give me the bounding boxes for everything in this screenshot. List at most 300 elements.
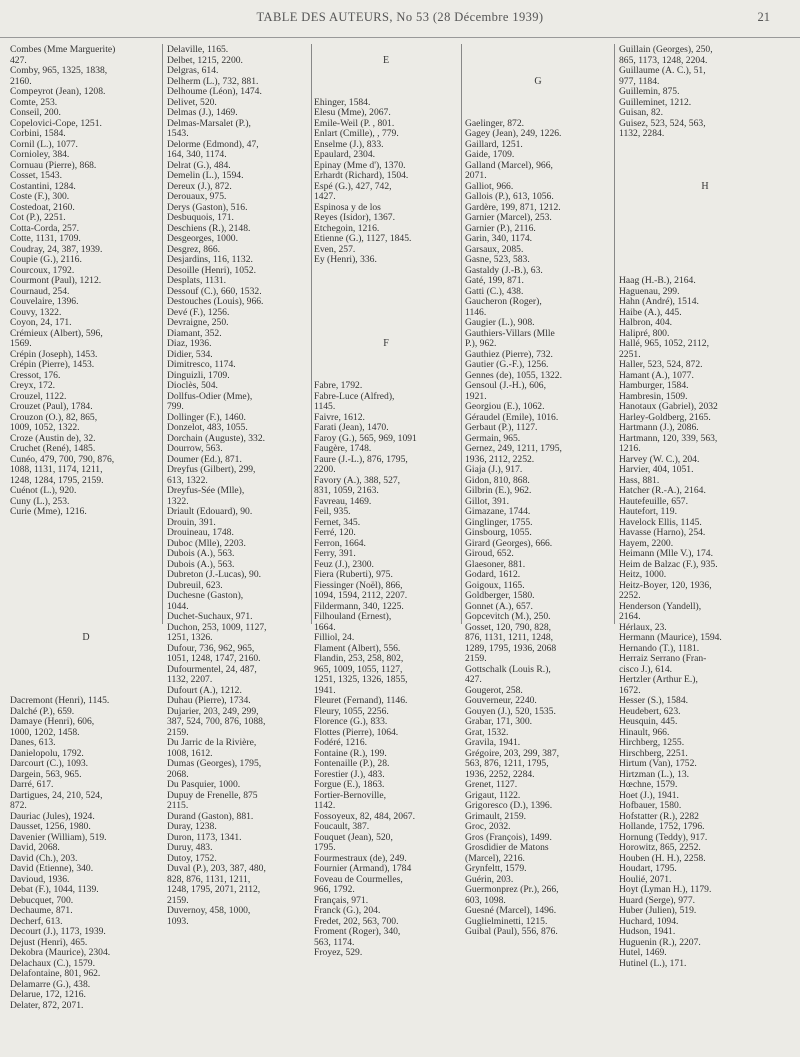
- index-entry: David (Etienne), 340.: [10, 864, 94, 874]
- index-entry: Dereux (J.), 872.: [167, 181, 232, 192]
- index-column-5: [619, 45, 791, 969]
- index-entry: Gaucheron (Roger),: [465, 297, 542, 307]
- index-entry: Hérlaux, 23.: [619, 622, 667, 633]
- index-entry: Davioud, 1936.: [10, 874, 70, 885]
- index-entry: Houlié, 2071.: [619, 874, 672, 885]
- index-entry: 1251, 1325, 1326, 1855,: [314, 675, 408, 685]
- section-letter: H: [701, 180, 709, 192]
- index-entry: Croze (Austin de), 32.: [10, 433, 96, 444]
- index-entry: Delivet, 520.: [167, 97, 217, 108]
- index-entry: Du Jarric de la Rivière,: [167, 738, 257, 748]
- index-entry: Forgue (E.), 1863.: [314, 780, 385, 790]
- index-entry: Girard (Georges), 666.: [465, 538, 553, 549]
- index-entry: Forestier (J.), 483.: [314, 769, 385, 780]
- index-entry: Grigoresco (D.), 1396.: [465, 801, 553, 811]
- index-entry: Fabre-Luce (Alfred),: [314, 391, 395, 402]
- index-entry: 1216.: [619, 444, 641, 454]
- index-entry: Huchard, 1094.: [619, 916, 679, 927]
- index-entry: Crouzet (Paul), 1784.: [10, 402, 93, 412]
- index-entry: Etienne (G.), 1127, 1845.: [314, 234, 412, 244]
- index-entry: Guillemin, 875.: [619, 87, 680, 97]
- index-entry: Gougerot, 258.: [465, 685, 523, 696]
- index-entry: 1322.: [167, 496, 189, 507]
- index-entry: Dujarier, 203, 249, 299,: [167, 706, 259, 717]
- spacer: [314, 77, 458, 88]
- index-entry: Fernet, 345.: [314, 517, 361, 528]
- index-entry: Delbet, 1215, 2200.: [167, 55, 243, 66]
- index-entry: Dubois (A.), 563.: [167, 559, 235, 570]
- index-entry: Gottschalk (Louis R.),: [465, 664, 551, 675]
- index-entry: Dutoy, 1752.: [167, 853, 217, 864]
- index-entry: Flottes (Pierre), 1064.: [314, 727, 399, 738]
- index-entry: cisco J.), 614.: [619, 664, 673, 675]
- index-entry: Cotte, 1131, 1709.: [10, 234, 81, 244]
- index-entry: Haguenau, 299.: [619, 286, 680, 297]
- index-entry: Dargein, 563, 965.: [10, 769, 82, 780]
- index-entry: Flament (Albert), 556.: [314, 643, 401, 654]
- index-entry: Ferry, 391.: [314, 549, 356, 559]
- index-entry: Haller, 523, 524, 872.: [619, 360, 703, 370]
- index-entry: Favory (A.), 388, 527,: [314, 475, 401, 486]
- index-entry: Hahn (André), 1514.: [619, 297, 699, 307]
- index-entry: Heitz-Boyer, 120, 1936,: [619, 580, 712, 591]
- index-entry: 1427.: [314, 192, 336, 202]
- index-entry: Grenet, 1127.: [465, 780, 518, 790]
- index-entry: Damaye (Henri), 606,: [10, 717, 95, 727]
- index-entry: Gauthiers-Villars (Mlle: [465, 328, 555, 339]
- index-entry: Dollfus-Odier (Mme),: [167, 391, 253, 402]
- index-entry: Hambresin, 1509.: [619, 391, 688, 402]
- header-rule: [0, 37, 800, 38]
- index-entry: Epinay (Mme d'), 1370.: [314, 160, 406, 171]
- index-entry: Grabar, 171, 300.: [465, 717, 533, 727]
- index-entry: 1051, 1248, 1747, 2160.: [167, 654, 261, 664]
- index-entry: Durand (Gaston), 881.: [167, 811, 254, 822]
- column-separator: [311, 44, 312, 624]
- spacer: [619, 192, 791, 203]
- index-entry: Duron, 1173, 1341.: [167, 832, 242, 843]
- index-entry: 1009, 1052, 1322.: [10, 423, 80, 433]
- spacer: [10, 602, 162, 613]
- index-entry: Ey (Henri), 336.: [314, 255, 377, 265]
- index-entry: 876, 1131, 1211, 1248,: [465, 633, 554, 643]
- index-entry: Hirschberg, 2251.: [619, 748, 688, 759]
- index-entry: Dorchain (Auguste), 332.: [167, 433, 266, 444]
- section-letter: D: [82, 632, 90, 643]
- spacer: [619, 255, 791, 266]
- spacer: [314, 66, 458, 77]
- index-entry: Ferron, 1664.: [314, 538, 366, 549]
- index-entry: Dubois (A.), 563.: [167, 549, 235, 559]
- index-entry: Fontaine (R.), 199.: [314, 748, 387, 759]
- index-entry: Gastaldy (J.-B.), 63.: [465, 265, 543, 276]
- index-entry: Heim de Balzac (F.), 935.: [619, 559, 718, 570]
- index-entry: Favreau, 1469.: [314, 496, 372, 507]
- index-entry: Conseil, 200.: [10, 108, 61, 118]
- column-separator: [614, 44, 615, 624]
- index-entry: Hoet (J.), 1941.: [619, 790, 679, 801]
- index-entry: Fourmestraux (de), 249.: [314, 853, 407, 864]
- spacer: [10, 560, 162, 571]
- index-entry: Enselme (J.), 833.: [314, 139, 384, 150]
- index-entry: Delgras, 614.: [167, 66, 219, 76]
- index-entry: Dioclès, 504.: [167, 381, 218, 391]
- index-entry: (Marcel), 2216.: [465, 853, 525, 864]
- index-entry: Georgiou (E.), 1062.: [465, 402, 545, 412]
- index-entry: Derys (Gaston), 516.: [167, 202, 248, 213]
- index-entry: Coyon, 24, 171.: [10, 318, 72, 328]
- index-entry: 1145.: [314, 402, 336, 412]
- index-entry: Gros (François), 1499.: [465, 832, 552, 843]
- spacer: [314, 297, 458, 308]
- index-entry: 1044.: [167, 601, 189, 612]
- spacer: [619, 234, 791, 245]
- index-entry: Debat (F.), 1044, 1139.: [10, 885, 99, 895]
- index-entry: Giaja (J.), 917.: [465, 465, 523, 475]
- index-entry: Gensoul (J.-H.), 606,: [465, 381, 547, 391]
- index-entry: Delmas-Marsalet (P.),: [167, 118, 251, 129]
- index-entry: Dechaume, 871.: [10, 906, 73, 916]
- index-entry: Cornil (L.), 1077.: [10, 139, 78, 150]
- index-entry: Delachaux (C.), 1579.: [10, 958, 95, 969]
- index-entry: 1094, 1594, 2112, 2207.: [314, 591, 408, 601]
- spacer: [465, 98, 611, 109]
- index-entry: 799.: [167, 402, 184, 412]
- index-entry: 1569.: [10, 339, 32, 349]
- index-entry: Grigaut, 1122.: [465, 790, 521, 801]
- spacer: [314, 45, 458, 56]
- index-entry: Didier, 534.: [167, 349, 213, 360]
- index-entry: Hernando (T.), 1181.: [619, 643, 700, 654]
- index-entry: Fredet, 202, 563, 700.: [314, 916, 399, 927]
- spacer: [619, 203, 791, 214]
- index-entry: Gaide, 1709.: [465, 150, 515, 160]
- index-entry: Hirtzman (L.), 13.: [619, 769, 690, 780]
- spacer: [619, 171, 791, 182]
- index-entry: Dufourmentel, 24, 487,: [167, 664, 257, 675]
- page-header: [0, 6, 800, 30]
- index-entry: Hofbauer, 1580.: [619, 801, 682, 811]
- index-entry: Dekobra (Maurice), 2304.: [10, 948, 111, 958]
- spacer: [10, 539, 162, 550]
- index-column-2: [167, 45, 309, 927]
- index-entry: Corbini, 1584.: [10, 129, 66, 139]
- index-entry: Cuénot (L.), 920.: [10, 486, 77, 496]
- index-entry: Fossoyeux, 82, 484, 2067.: [314, 811, 416, 822]
- index-entry: Ehinger, 1584.: [314, 97, 371, 108]
- spacer: [465, 108, 611, 119]
- spacer: [314, 350, 458, 361]
- index-entry: 563, 1174.: [314, 937, 355, 948]
- index-entry: Halbron, 404.: [619, 318, 673, 328]
- index-entry: Crépin (Joseph), 1453.: [10, 349, 98, 360]
- index-entry: Delater, 872, 2071.: [10, 1000, 84, 1011]
- index-entry: Dreyfus-Sée (Mlle),: [167, 486, 245, 496]
- index-entry: Godard, 1612.: [465, 570, 521, 580]
- index-entry: Hollande, 1752, 1796.: [619, 822, 705, 832]
- column-separator: [162, 44, 163, 624]
- index-entry: Duray, 1238.: [167, 822, 217, 832]
- index-entry: Darcourt (C.), 1093.: [10, 759, 89, 769]
- index-entry: Guibal (Paul), 556, 876.: [465, 927, 558, 937]
- index-entry: Delaville, 1165.: [167, 45, 229, 55]
- index-entry: Enlart (Cmille), , 779.: [314, 129, 399, 139]
- index-entry: 2159.: [167, 895, 189, 906]
- index-entry: Crépin (Pierre), 1453.: [10, 360, 95, 370]
- index-entry: Couvy, 1322.: [10, 307, 62, 318]
- index-entry: Coste (F.), 300.: [10, 192, 70, 202]
- index-entry: 2160.: [10, 76, 32, 87]
- index-entry: Crouzel, 1122.: [10, 391, 67, 402]
- index-entry: Guisez, 523, 524, 563,: [619, 118, 706, 129]
- index-entry: Erhardt (Richard), 1504.: [314, 171, 409, 181]
- index-entry: Combes (Mme Marguerite): [10, 45, 116, 55]
- index-entry: Dourrow, 563.: [167, 444, 223, 454]
- spacer: [10, 581, 162, 592]
- index-entry: Grat, 1532.: [465, 727, 509, 738]
- index-entry: Etchegoin, 1216.: [314, 223, 380, 234]
- index-entry: Crouzon (O.), 82, 865,: [10, 412, 98, 423]
- index-entry: Gagey (Jean), 249, 1226.: [465, 129, 562, 139]
- index-entry: Filhouland (Ernest),: [314, 612, 392, 622]
- index-entry: 603, 1098.: [465, 895, 506, 906]
- index-entry: 1132, 2207.: [167, 675, 213, 685]
- index-entry: Dejust (Henri), 465.: [10, 937, 88, 948]
- index-entry: Gouverneur, 2240.: [465, 696, 537, 706]
- index-entry: Fouquet (Jean), 520,: [314, 832, 393, 843]
- index-entry: Franck (G.), 204.: [314, 906, 381, 916]
- index-entry: Glaesoner, 881.: [465, 559, 526, 570]
- index-entry: Delrat (G.), 484.: [167, 160, 231, 171]
- index-entry: Hesser (S.), 1584.: [619, 696, 689, 706]
- index-entry: Gatti (C.), 438.: [465, 286, 524, 297]
- index-entry: 1093.: [167, 916, 189, 927]
- index-entry: Grégoire, 203, 299, 387,: [465, 748, 560, 759]
- index-entry: Couvelaire, 1396.: [10, 297, 79, 307]
- index-entry: Gaillard, 1251.: [465, 139, 523, 150]
- index-entry: Dubreton (J.-Lucas), 90.: [167, 570, 262, 580]
- index-entry: Huard (Serge), 977.: [619, 895, 696, 906]
- index-entry: Guermonprez (Pr.), 266,: [465, 885, 559, 895]
- index-entry: 2159.: [465, 654, 487, 664]
- index-entry: 2251.: [619, 349, 641, 360]
- index-entry: Gidon, 810, 868.: [465, 475, 530, 486]
- index-entry: Harley-Goldberg, 2165.: [619, 412, 711, 423]
- spacer: [314, 308, 458, 319]
- index-entry: Halipré, 800.: [619, 328, 670, 339]
- index-column-3: [314, 45, 458, 959]
- index-entry: 1936, 2112, 2252.: [465, 454, 535, 465]
- index-entry: Hallé, 965, 1052, 2112,: [619, 339, 709, 349]
- index-entry: 1000, 1202, 1458.: [10, 727, 80, 738]
- index-entry: 2164.: [619, 612, 641, 622]
- index-entry: Duchet-Suchaux, 971.: [167, 612, 253, 622]
- spacer: [10, 528, 162, 539]
- index-entry: Cot (P.), 2251.: [10, 213, 66, 223]
- index-entry: 2068.: [167, 769, 189, 780]
- index-entry: Debucquet, 700.: [10, 895, 74, 906]
- index-entry: Guilleminet, 1212.: [619, 97, 692, 108]
- index-entry: Gosset, 120, 790, 828,: [465, 622, 552, 633]
- index-entry: Gaelinger, 872.: [465, 118, 525, 129]
- index-entry: Delamarre (G.), 438.: [10, 979, 91, 990]
- index-entry: Houben (H. H.), 2258.: [619, 853, 706, 864]
- index-entry: Dartigues, 24, 210, 524,: [10, 790, 103, 801]
- index-entry: Duval (P.), 203, 387, 480,: [167, 864, 266, 874]
- index-entry: 164, 340, 1174.: [167, 150, 227, 160]
- index-entry: Faivre, 1612.: [314, 412, 365, 423]
- index-entry: 387, 524, 700, 876, 1088,: [167, 717, 266, 727]
- spacer: [619, 213, 791, 224]
- index-entry: Desjardins, 116, 1132.: [167, 255, 253, 265]
- index-entry: Géraudel (Emile), 1016.: [465, 412, 559, 423]
- index-entry: Cuny (L.), 253.: [10, 496, 70, 507]
- index-entry: Heudebert, 623.: [619, 706, 681, 717]
- index-entry: 865, 1173, 1248, 2204.: [619, 55, 708, 66]
- index-entry: 2071.: [465, 171, 487, 181]
- index-column-4: [465, 45, 611, 938]
- index-entry: Gaugier (L.), 908.: [465, 318, 535, 328]
- index-entry: Dumas (Georges), 1795,: [167, 759, 262, 769]
- index-entry: 2200.: [314, 465, 336, 475]
- index-entry: Reyes (Isidor), 1367.: [314, 213, 395, 223]
- index-entry: Ginglinger, 1755.: [465, 517, 533, 528]
- index-entry: Cornuau (Pierre), 868.: [10, 160, 97, 171]
- index-entry: Fiessinger (Noël), 866,: [314, 580, 403, 591]
- spacer: [314, 371, 458, 382]
- index-entry: Hornung (Teddy), 917.: [619, 832, 708, 843]
- index-entry: Faure (J.-L.), 876, 1795,: [314, 454, 408, 465]
- index-entry: Garnier (Marcel), 253.: [465, 213, 552, 223]
- index-entry: 2115.: [167, 801, 189, 811]
- index-entry: Delhoume (Léon), 1474.: [167, 87, 262, 97]
- index-entry: Guglielminetti, 1215.: [465, 916, 548, 927]
- index-entry: P.), 962.: [465, 339, 497, 349]
- index-entry: Fiera (Ruberti), 975.: [314, 570, 393, 580]
- index-entry: Dalché (P.), 659.: [10, 706, 75, 717]
- index-entry: Dufour, 736, 962, 965,: [167, 643, 255, 654]
- index-entry: Gautier (G.-F.), 1256.: [465, 360, 549, 370]
- index-entry: Espinosa y de los: [314, 202, 381, 213]
- index-entry: Fontenaille (P.), 28.: [314, 759, 390, 769]
- spacer: [314, 360, 458, 371]
- index-entry: Dauriac (Jules), 1924.: [10, 811, 95, 822]
- index-entry: Decherf, 613.: [10, 916, 63, 927]
- spacer: [10, 686, 162, 697]
- spacer: [314, 287, 458, 298]
- index-entry: Heusquin, 445.: [619, 717, 678, 727]
- index-entry: Heimann (Mlle V.), 174.: [619, 549, 713, 559]
- index-entry: Florence (G.), 833.: [314, 717, 388, 727]
- index-entry: Fleuret (Fernand), 1146.: [314, 696, 408, 706]
- index-entry: Coupie (G.), 2116.: [10, 255, 82, 265]
- index-entry: Ginsbourg, 1055.: [465, 528, 532, 538]
- spacer: [10, 675, 162, 686]
- spacer: [619, 161, 791, 172]
- index-entry: Hofstatter (R.), 2282: [619, 811, 699, 822]
- section-letter: G: [534, 75, 542, 87]
- index-entry: Hanotaux (Gabriel), 2032: [619, 402, 718, 412]
- index-entry: 427.: [10, 55, 27, 66]
- index-entry: Hertzler (Arthur E.),: [619, 675, 698, 685]
- index-entry: Goigoux, 1165.: [465, 580, 525, 591]
- index-entry: Ferré, 120.: [314, 528, 356, 538]
- index-entry: Foveau de Courmelles,: [314, 874, 403, 885]
- index-entry: Fournier (Armand), 1784: [314, 864, 412, 874]
- index-entry: Galland (Marcel), 966,: [465, 160, 553, 171]
- index-entry: Drouin, 391.: [167, 517, 216, 528]
- index-entry: Desplats, 1131.: [167, 276, 227, 286]
- spacer: [465, 87, 611, 98]
- index-entry: Fleury, 1055, 2256.: [314, 706, 389, 717]
- index-entry: Hayem, 2200.: [619, 538, 674, 549]
- index-entry: Faroy (G.), 565, 969, 1091: [314, 433, 417, 444]
- index-entry: Gasne, 523, 583.: [465, 255, 530, 265]
- index-entry: 1795.: [314, 843, 336, 853]
- index-entry: Delafontaine, 801, 962.: [10, 969, 101, 979]
- index-entry: Davenier (William), 519.: [10, 832, 107, 843]
- index-entry: Crémieux (Albert), 596,: [10, 328, 103, 339]
- page-title: TABLE DES AUTEURS, No 53 (28 Décembre 1939): [256, 10, 544, 24]
- index-entry: Faugère, 1748.: [314, 444, 372, 454]
- index-entry: Giroud, 652.: [465, 549, 514, 559]
- index-entry: Dreyfus (Gilbert), 299,: [167, 465, 256, 475]
- index-entry: Gillot, 391.: [465, 496, 509, 507]
- index-entry: 1132, 2284.: [619, 129, 665, 139]
- index-column-1: [10, 45, 162, 1011]
- index-entry: Cressot, 176.: [10, 370, 61, 381]
- index-entry: Costantini, 1284.: [10, 181, 76, 192]
- index-entry: Desoille (Henri), 1052.: [167, 265, 256, 276]
- index-entry: Gerbaut (P.), 1127.: [465, 423, 538, 433]
- index-entry: Compeyrot (Jean), 1208.: [10, 87, 106, 97]
- index-entry: Gopcevitch (M.), 250.: [465, 612, 551, 622]
- index-entry: Delmas (J.), 1469.: [167, 108, 238, 118]
- index-entry: Deschiens (R.), 2148.: [167, 223, 251, 234]
- index-entry: Herraiz Serrano (Fran-: [619, 654, 707, 664]
- index-entry: Copelovici-Cope, 1251.: [10, 118, 102, 129]
- spacer: [465, 66, 611, 77]
- index-entry: Hoyt (Lyman H.), 1179.: [619, 885, 712, 895]
- index-entry: Destouches (Louis), 966.: [167, 297, 264, 307]
- index-entry: Epaulard, 2304.: [314, 150, 376, 160]
- index-entry: 1664.: [314, 622, 336, 633]
- index-entry: Hinault, 966.: [619, 727, 670, 738]
- spacer: [465, 45, 611, 56]
- index-entry: Desbuquois, 171.: [167, 213, 234, 223]
- index-entry: Froyez, 529.: [314, 948, 363, 958]
- index-entry: Hatcher (R.-A.), 2164.: [619, 486, 706, 496]
- index-entry: Hirchberg, 1255.: [619, 738, 685, 748]
- index-entry: Doumer (Ed.), 871.: [167, 454, 242, 465]
- spacer: [10, 570, 162, 581]
- spacer: [314, 318, 458, 329]
- index-entry: Dubreuil, 623.: [167, 580, 223, 591]
- index-entry: Gaté, 199, 871.: [465, 276, 524, 286]
- index-entry: Garnier (P.), 2116.: [465, 223, 536, 234]
- index-entry: Gonnet (A.), 657.: [465, 601, 533, 612]
- index-entry: Goldberger, 1580.: [465, 591, 535, 601]
- index-entry: Heitz, 1000.: [619, 570, 667, 580]
- index-entry: Courcoux, 1792.: [10, 265, 75, 276]
- index-entry: Donzelot, 483, 1055.: [167, 423, 248, 433]
- index-entry: 1941.: [314, 685, 336, 696]
- index-entry: 977, 1184.: [619, 76, 660, 87]
- index-entry: Hutinel (L.), 171.: [619, 958, 687, 969]
- index-entry: Costedoat, 2160.: [10, 202, 75, 213]
- index-entry: Creyx, 172.: [10, 381, 56, 391]
- index-entry: Gardère, 199, 871, 1212.: [465, 202, 561, 213]
